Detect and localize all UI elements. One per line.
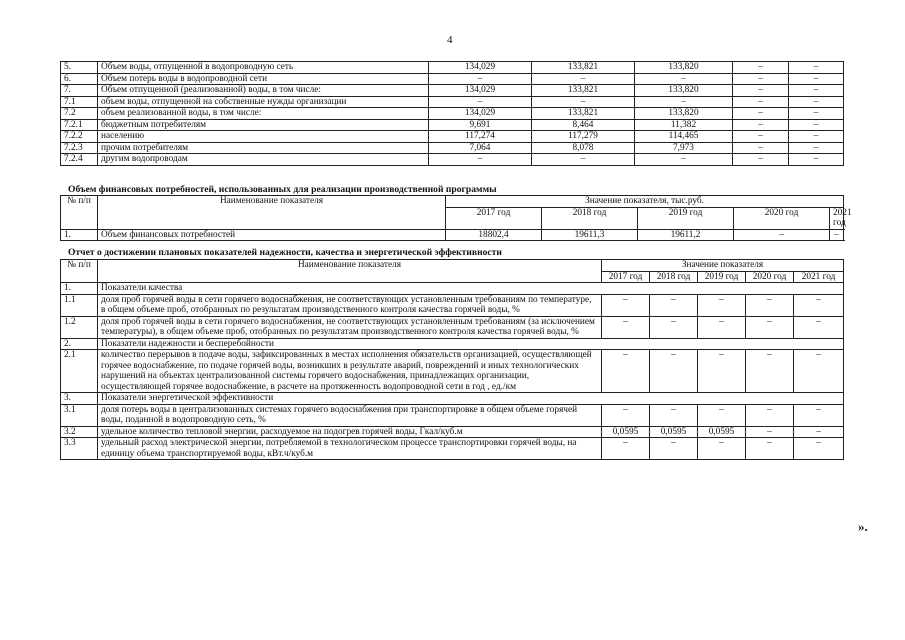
finance-year-header: 2018 год: [542, 207, 638, 229]
reliability-row-value: –: [794, 426, 844, 438]
reliability-item-row: [61, 426, 844, 438]
volume-row-value: –: [789, 119, 844, 131]
volume-row-value: –: [733, 142, 789, 154]
reliability-year-header: 2020 год: [746, 271, 794, 283]
reliability-row-value: –: [746, 426, 794, 438]
finance-row-value: 18802,4: [446, 229, 542, 241]
volume-row-value: –: [532, 73, 635, 85]
volume-row-name: Объем отпущенной (реализованной) воды, в том числе:: [98, 85, 429, 97]
finance-row-name: Объем финансовых потребностей: [98, 229, 446, 241]
volume-row-value: –: [733, 73, 789, 85]
reliability-item-row: [61, 316, 844, 338]
volume-row-num: 7.2: [61, 108, 98, 120]
volume-row-value: 11,382: [635, 119, 733, 131]
reliability-row-value: –: [746, 316, 794, 338]
reliability-row-name: количество перерывов в подаче воды, зафиксированных в местах исполнения обязательств организацией, осуществляющей горячее водоснабжение, по подаче горячей воды, возникших в результате аварий, повреждений и иных технологических нарушений на объектах централизованной системы горячего водоснабжения, принадлежащих организации, осуществляющей горячее водоснабжение, в расчете на протяженность водопроводной сети в год , ед./км: [98, 350, 602, 393]
closing-quote-mark: ».: [858, 519, 868, 534]
volume-row-value: –: [733, 131, 789, 143]
reliability-row-value: –: [794, 350, 844, 393]
volume-row: [61, 154, 844, 166]
reliability-row-value: –: [698, 350, 746, 393]
volume-row-num: 7.2.4: [61, 154, 98, 166]
volume-row-name: объем реализованной воды, в том числе:: [98, 108, 429, 120]
reliability-item-row: [61, 404, 844, 426]
reliability-row-num: 1.1: [61, 294, 98, 316]
reliability-row-value: –: [698, 438, 746, 460]
volume-row-value: 117,279: [532, 131, 635, 143]
reliability-row-value: –: [650, 316, 698, 338]
volume-row-num: 7.2.1: [61, 119, 98, 131]
volume-row-value: 8,078: [532, 142, 635, 154]
reliability-item-row: [61, 350, 844, 393]
finance-row-value: 19611,2: [638, 229, 734, 241]
reliability-section-row: [61, 283, 844, 295]
reliability-row-value: –: [794, 438, 844, 460]
volume-row-value: –: [789, 96, 844, 108]
reliability-row-name: доля потерь воды в централизованных системах горячего водоснабжения при транспортировке в общем объеме горячей воды, поданной в водопроводную сеть, %: [98, 404, 602, 426]
finance-row-num: 1.: [61, 229, 98, 241]
volume-row-name: объем воды, отпущенной на собственные нужды организации: [98, 96, 429, 108]
reliability-table: [60, 259, 844, 460]
volume-row: [61, 119, 844, 131]
reliability-header-name: Наименование показателя: [98, 260, 602, 283]
reliability-section-row: [61, 393, 844, 405]
reliability-row-name: Показатели качества: [98, 283, 844, 295]
volume-row-value: –: [733, 96, 789, 108]
volume-row: [61, 85, 844, 97]
reliability-year-header: 2017 год: [602, 271, 650, 283]
reliability-row-value: –: [794, 294, 844, 316]
volume-row-value: –: [733, 85, 789, 97]
volume-row-value: –: [429, 96, 532, 108]
reliability-row-value: –: [602, 404, 650, 426]
reliability-row-value: –: [698, 294, 746, 316]
finance-year-header: 2017 год: [446, 207, 542, 229]
volume-row-num: 7.2.3: [61, 142, 98, 154]
volume-row: [61, 62, 844, 74]
volume-row-value: –: [532, 154, 635, 166]
reliability-row-value: –: [650, 438, 698, 460]
reliability-row-num: 1.2: [61, 316, 98, 338]
finance-table: [60, 195, 852, 241]
finance-year-header: 2020 год: [734, 207, 830, 229]
reliability-row-value: –: [602, 438, 650, 460]
reliability-row-name: доля проб горячей воды в сети горячего водоснабжения, не соответствующих установленным требованиям (за исключением температуры), в общем объеме проб, отобранных по результатам производственного контроля качества горячей воды, %: [98, 316, 602, 338]
reliability-row-num: 3.1: [61, 404, 98, 426]
reliability-row-value: 0,0595: [650, 426, 698, 438]
reliability-row-value: –: [746, 438, 794, 460]
reliability-row-name: удельное количество тепловой энергии, расходуемое на подогрев горячей воды, Гкал/куб.м: [98, 426, 602, 438]
volume-row-name: населению: [98, 131, 429, 143]
volume-row-num: 5.: [61, 62, 98, 74]
reliability-row-name: Показатели энергетической эффективности: [98, 393, 844, 405]
reliability-row-value: –: [746, 294, 794, 316]
finance-row-value: –: [734, 229, 830, 241]
volume-row-name: другим водопроводам: [98, 154, 429, 166]
finance-row-value: 19611,3: [542, 229, 638, 241]
volume-row-value: –: [635, 96, 733, 108]
finance-header-num: № п/п: [61, 196, 98, 230]
volume-row-value: –: [789, 108, 844, 120]
volume-row-value: –: [532, 96, 635, 108]
volume-row-num: 7.: [61, 85, 98, 97]
volume-row: [61, 142, 844, 154]
volume-row-value: 134,029: [429, 62, 532, 74]
finance-section-title: Объем финансовых потребностей, использованных для реализации производственной программы: [68, 184, 497, 195]
volume-row-value: 114,465: [635, 131, 733, 143]
volume-row-value: –: [733, 62, 789, 74]
finance-header-name: Наименование показателя: [98, 196, 446, 230]
reliability-row-value: –: [650, 294, 698, 316]
volume-row-name: прочим потребителям: [98, 142, 429, 154]
reliability-row-name: доля проб горячей воды в сети горячего водоснабжения, не соответствующих установленным требованиям по температуре, в общем объеме проб, отобранных по результатам производственного контроля качества горячей воды, %: [98, 294, 602, 316]
page-number: 4: [447, 34, 453, 46]
volume-row-value: –: [789, 142, 844, 154]
volume-row-value: 133,820: [635, 85, 733, 97]
reliability-row-num: 2.: [61, 338, 98, 350]
reliability-row-name: удельный расход электрической энергии, потребляемой в технологическом процессе транспортировки горячей воды, на единицу объема транспортируемой воды, кВт.ч/куб.м: [98, 438, 602, 460]
reliability-item-row: [61, 438, 844, 460]
volume-row-value: –: [789, 131, 844, 143]
finance-year-header: 2021 год: [830, 207, 844, 229]
reliability-section-title: Отчет о достижении плановых показателей надежности, качества и энергетической эффективности: [68, 247, 502, 258]
reliability-section-row: [61, 338, 844, 350]
volume-row-name: бюджетным потребителям: [98, 119, 429, 131]
volume-row-value: 133,820: [635, 108, 733, 120]
volume-row-value: –: [789, 62, 844, 74]
reliability-row-value: –: [602, 350, 650, 393]
reliability-year-header: 2018 год: [650, 271, 698, 283]
reliability-row-value: –: [746, 404, 794, 426]
reliability-item-row: [61, 294, 844, 316]
reliability-year-header: 2019 год: [698, 271, 746, 283]
volume-row-num: 7.1: [61, 96, 98, 108]
reliability-row-value: 0,0595: [698, 426, 746, 438]
reliability-row-value: –: [650, 404, 698, 426]
volume-row-value: –: [789, 73, 844, 85]
volume-row-value: –: [733, 108, 789, 120]
volume-row-name: Объем воды, отпущенной в водопроводную сеть: [98, 62, 429, 74]
reliability-header-value: Значение показателя: [602, 260, 844, 272]
reliability-row-num: 3.: [61, 393, 98, 405]
water-volume-table-body: [61, 62, 844, 166]
volume-row-value: 9,691: [429, 119, 532, 131]
reliability-table-body: [61, 260, 844, 460]
reliability-header-num: № п/п: [61, 260, 98, 283]
volume-row: [61, 108, 844, 120]
volume-row-value: 134,029: [429, 85, 532, 97]
reliability-row-value: –: [650, 350, 698, 393]
reliability-row-value: –: [794, 404, 844, 426]
volume-row-value: 117,274: [429, 131, 532, 143]
volume-row-value: –: [733, 154, 789, 166]
volume-row-value: –: [429, 73, 532, 85]
reliability-row-value: –: [698, 316, 746, 338]
volume-row-value: 7,973: [635, 142, 733, 154]
reliability-row-num: 3.3: [61, 438, 98, 460]
reliability-row-value: –: [602, 316, 650, 338]
volume-row: [61, 131, 844, 143]
volume-row-value: 133,821: [532, 108, 635, 120]
reliability-row-value: –: [698, 404, 746, 426]
volume-row-value: 133,821: [532, 85, 635, 97]
reliability-year-header: 2021 год: [794, 271, 844, 283]
volume-row-num: 6.: [61, 73, 98, 85]
reliability-row-num: 2.1: [61, 350, 98, 393]
volume-row-value: –: [733, 119, 789, 131]
reliability-row-num: 1.: [61, 283, 98, 295]
reliability-row-name: Показатели надежности и бесперебойности: [98, 338, 844, 350]
volume-row-value: –: [429, 154, 532, 166]
volume-row-value: –: [635, 73, 733, 85]
water-volume-table: [60, 61, 844, 166]
volume-row-value: –: [635, 154, 733, 166]
reliability-row-value: –: [602, 294, 650, 316]
volume-row: [61, 73, 844, 85]
reliability-row-num: 3.2: [61, 426, 98, 438]
volume-row-value: 8,464: [532, 119, 635, 131]
volume-row: [61, 96, 844, 108]
finance-row-value: –: [830, 229, 844, 241]
reliability-row-value: –: [794, 316, 844, 338]
volume-row-value: –: [789, 85, 844, 97]
reliability-row-value: 0,0595: [602, 426, 650, 438]
volume-row-value: 133,821: [532, 62, 635, 74]
volume-row-name: Объем потерь воды в водопроводной сети: [98, 73, 429, 85]
volume-row-value: 7,064: [429, 142, 532, 154]
volume-row-value: 133,820: [635, 62, 733, 74]
volume-row-value: 134,029: [429, 108, 532, 120]
volume-row-num: 7.2.2: [61, 131, 98, 143]
volume-row-value: –: [789, 154, 844, 166]
finance-year-header: 2019 год: [638, 207, 734, 229]
reliability-row-value: –: [746, 350, 794, 393]
finance-header-value: Значение показателя, тыс.руб.: [446, 196, 844, 208]
